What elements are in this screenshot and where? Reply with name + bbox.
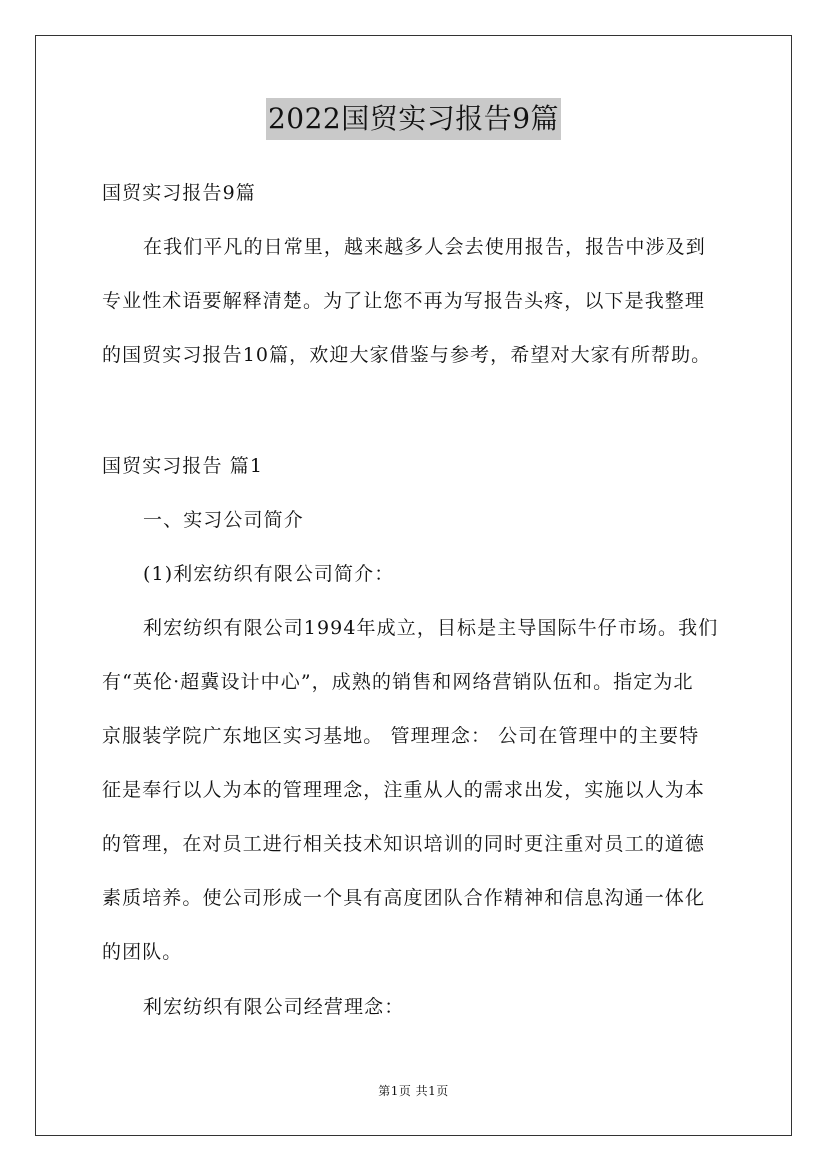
body-line-3: 京服装学院广东地区实习基地。 管理理念： 公司在管理中的主要特: [102, 725, 700, 747]
body-line-7: 的团队。: [102, 941, 183, 963]
body-line-2: 有“英伦·超冀设计中心”，成熟的销售和网络营销队伍和。指定为北: [102, 671, 694, 693]
body-line-4: 征是奉行以人为本的管理理念，注重从人的需求出发，实施以人为本: [102, 779, 706, 801]
body-line-5: 的管理，在对员工进行相关技术知识培训的同时更注重对员工的道德: [102, 833, 706, 855]
intro-line-1: 在我们平凡的日常里，越来越多人会去使用报告，报告中涉及到: [143, 236, 706, 258]
item-heading: 一、实习公司简介: [143, 509, 304, 531]
intro-line-2: 专业性术语要解释清楚。为了让您不再为写报告头疼，以下是我整理: [102, 290, 706, 312]
document-title: 2022国贸实习报告9篇: [266, 98, 561, 140]
document-subtitle: 国贸实习报告9篇: [102, 182, 256, 204]
sub-heading: (1)利宏纺织有限公司简介：: [143, 563, 395, 585]
body-line-1: 利宏纺织有限公司1994年成立，目标是主导国际牛仔市场。我们: [143, 617, 719, 639]
body-line-6: 素质培养。使公司形成一个具有高度团队合作精神和信息沟通一体化: [102, 887, 706, 909]
section-heading: 国贸实习报告 篇1: [102, 455, 264, 477]
page-footer: 第1页 共1页: [378, 1084, 449, 1098]
intro-line-3: 的国贸实习报告10篇，欢迎大家借鉴与参考，希望对大家有所帮助。: [102, 344, 712, 366]
title-container: [0, 98, 827, 140]
last-line: 利宏纺织有限公司经营理念：: [143, 996, 405, 1018]
